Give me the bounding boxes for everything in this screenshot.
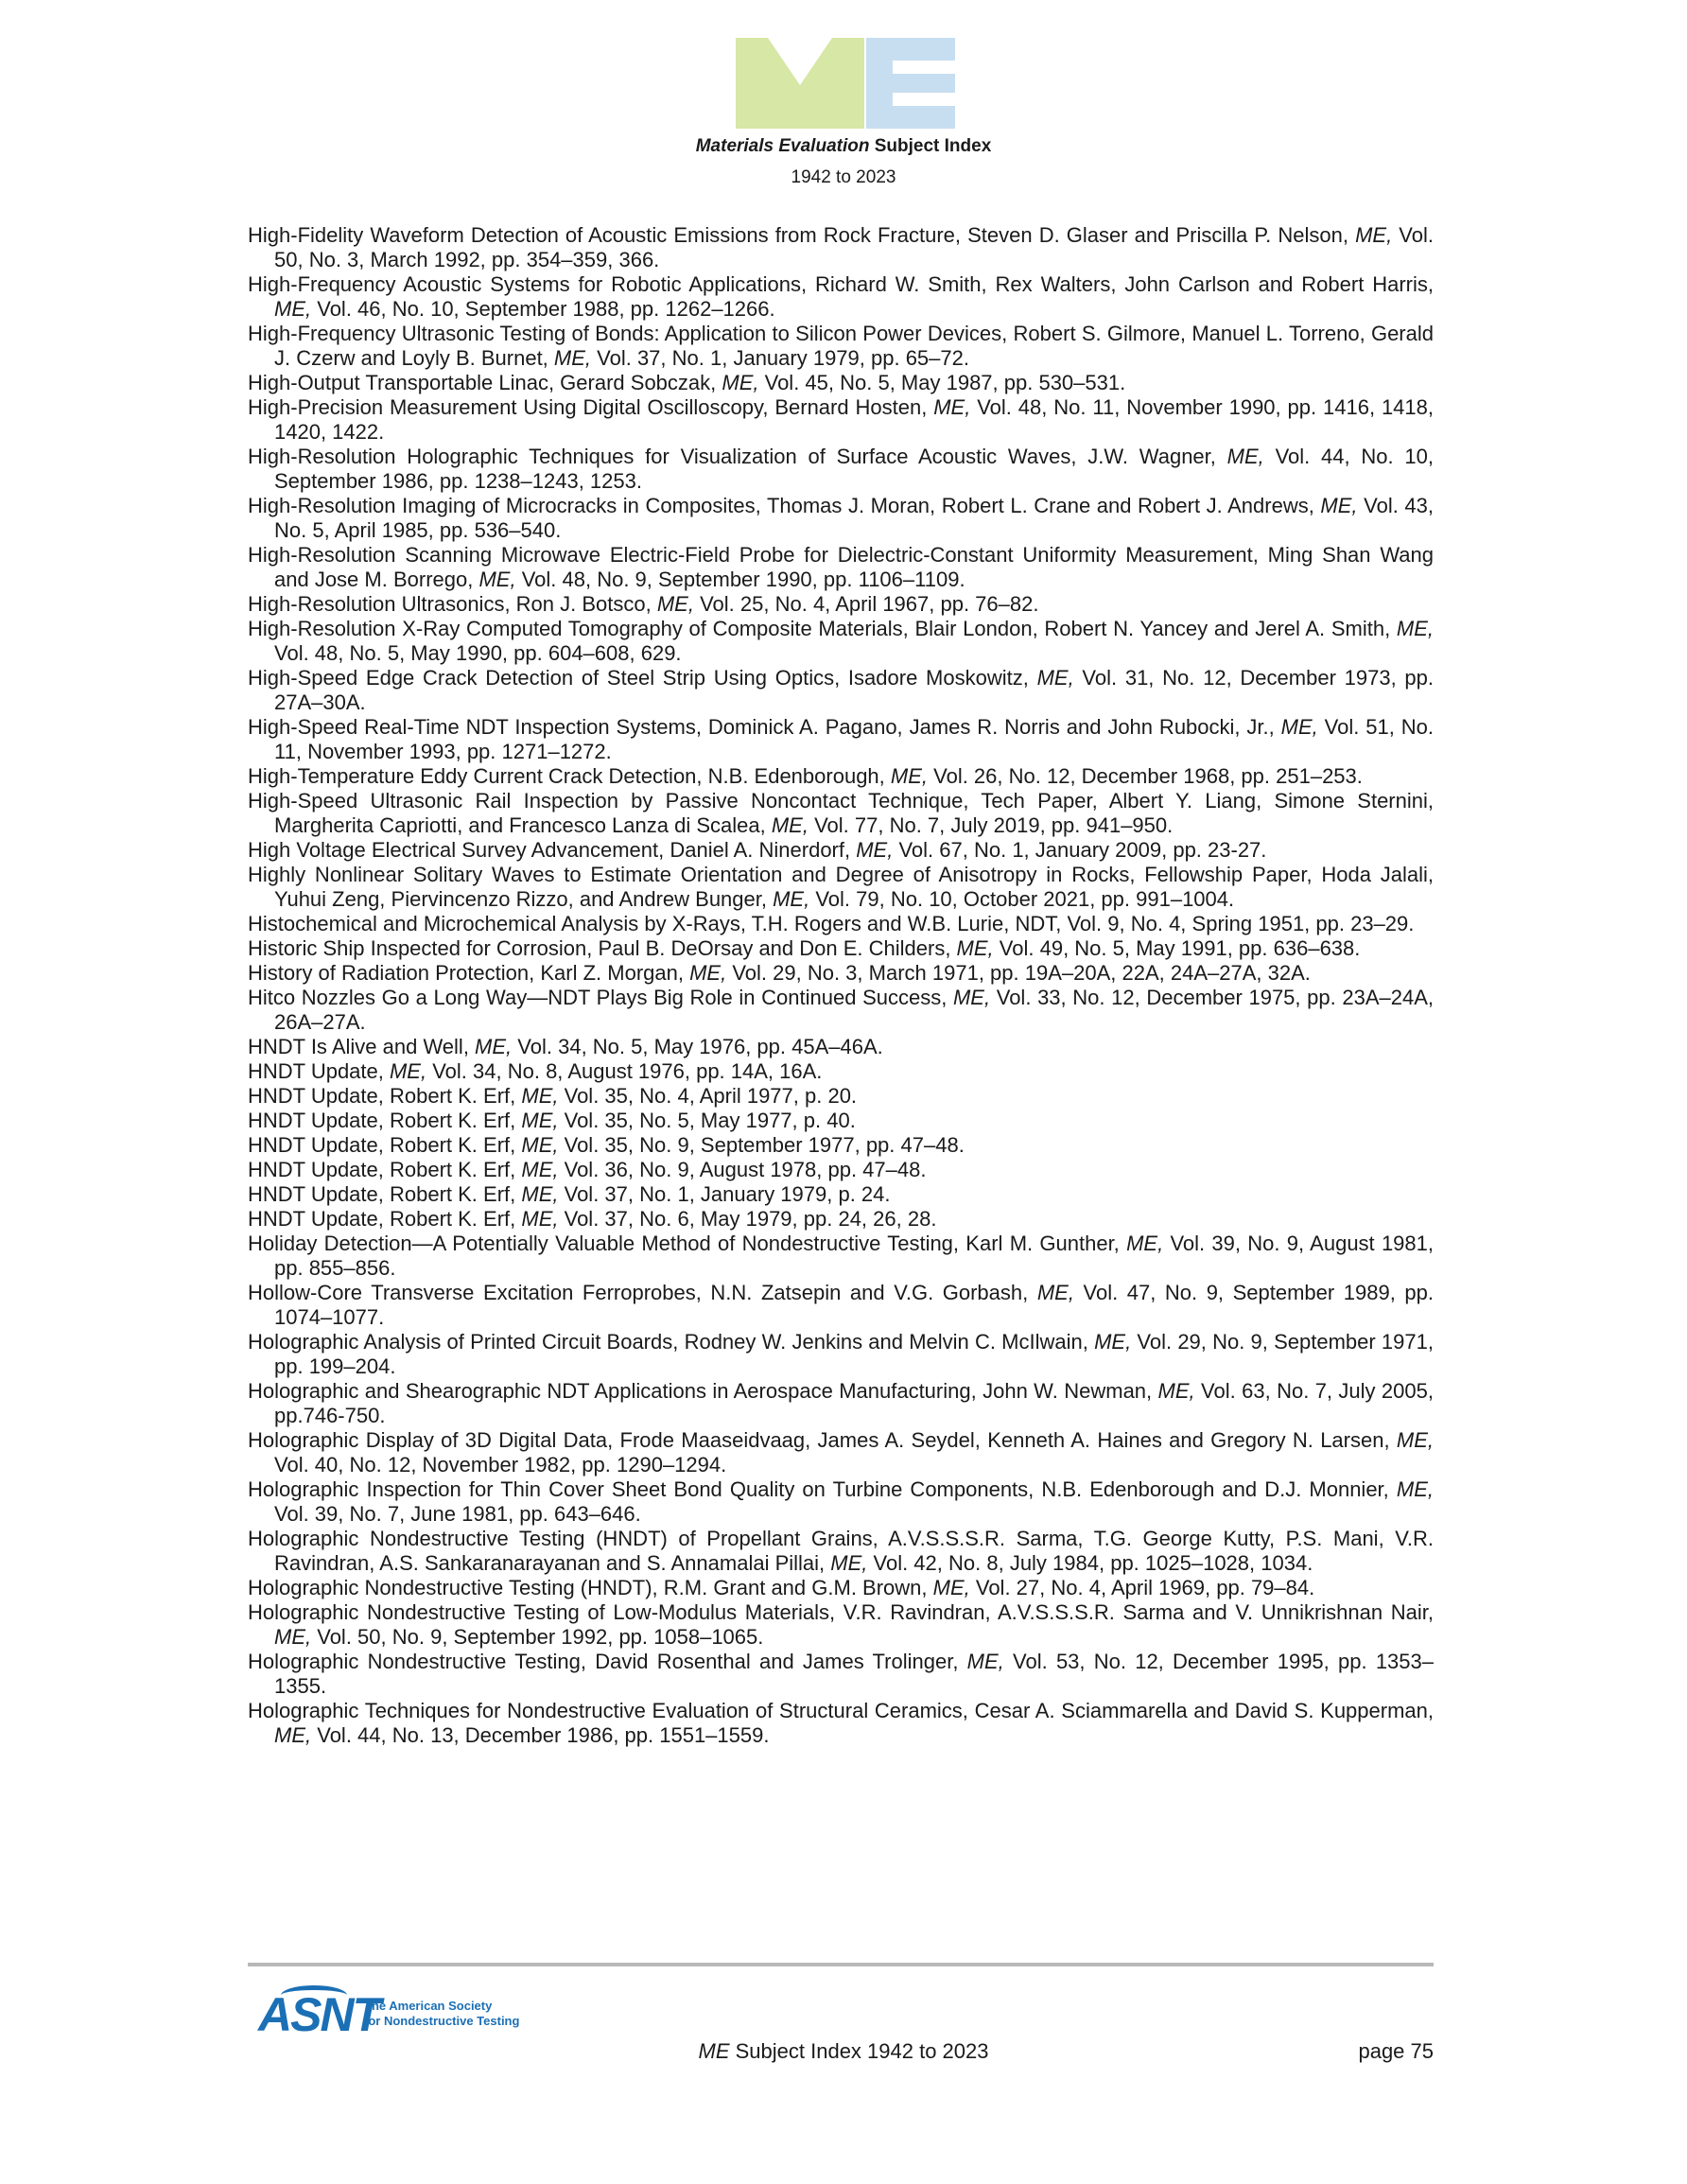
- index-entry: Highly Nonlinear Solitary Waves to Estimate Orientation and Degree of Anisotropy in Rocks, Fellowship Paper, Hoda Jalali, Yuhui Zeng, Piervincenzo Rizzo, and Andrew Bunger, ME, Vol. 79, No. 10, October 2021, pp. 991–1004.: [248, 863, 1434, 911]
- index-entry: Holographic Display of 3D Digital Data, Frode Maaseidvaag, James A. Seydel, Kenneth A. Haines and Gregory N. Larsen, ME, Vol. 40, No. 12, November 1982, pp. 1290–1294.: [248, 1428, 1434, 1476]
- index-entry: High-Resolution Holographic Techniques for Visualization of Surface Acoustic Waves, J.W. Wagner, ME, Vol. 44, No. 10, September 1986, pp. 1238–1243, 1253.: [248, 445, 1434, 493]
- index-entry: Holographic Nondestructive Testing (HNDT), R.M. Grant and G.M. Brown, ME, Vol. 27, No. 4, April 1969, pp. 79–84.: [248, 1576, 1315, 1599]
- index-entry: HNDT Update, Robert K. Erf, ME, Vol. 36, No. 9, August 1978, pp. 47–48.: [248, 1158, 927, 1181]
- index-entry: HNDT Update, Robert K. Erf, ME, Vol. 35, No. 9, September 1977, pp. 47–48.: [248, 1133, 965, 1157]
- index-entry: Holographic Inspection for Thin Cover Sheet Bond Quality on Turbine Components, N.B. Edenborough and D.J. Monnier, ME, Vol. 39, No. 7, June 1981, pp. 643–646.: [248, 1477, 1434, 1526]
- index-entry: Historic Ship Inspected for Corrosion, Paul B. DeOrsay and Don E. Childers, ME, Vol. 49, No. 5, May 1991, pp. 636–638.: [248, 936, 1361, 960]
- index-entry: High-Speed Edge Crack Detection of Steel Strip Using Optics, Isadore Moskowitz, ME, Vol. 31, No. 12, December 1973, pp. 27A–30A.: [248, 666, 1434, 714]
- index-entry: High-Output Transportable Linac, Gerard Sobczak, ME, Vol. 45, No. 5, May 1987, pp. 530–531.: [248, 371, 1126, 394]
- footer-divider: [248, 1963, 1434, 1966]
- index-entry: High-Temperature Eddy Current Crack Detection, N.B. Edenborough, ME, Vol. 26, No. 12, December 1968, pp. 251–253.: [248, 764, 1363, 788]
- footer-title: ME Subject Index 1942 to 2023: [698, 2039, 989, 2063]
- me-logo-e-shape: [866, 38, 955, 129]
- index-entry: HNDT Is Alive and Well, ME, Vol. 34, No. 5, May 1976, pp. 45A–46A.: [248, 1035, 883, 1058]
- index-entry: High-Frequency Acoustic Systems for Robotic Applications, Richard W. Smith, Rex Walters, John Carlson and Robert Harris, ME, Vol. 46, No. 10, September 1988, pp. 1262–1266.: [248, 272, 1434, 321]
- index-entry: Histochemical and Microchemical Analysis by X-Rays, T.H. Rogers and W.B. Lurie, NDT, Vol. 9, No. 4, Spring 1951, pp. 23–29.: [248, 912, 1415, 935]
- index-entry: HNDT Update, Robert K. Erf, ME, Vol. 37, No. 1, January 1979, p. 24.: [248, 1182, 891, 1206]
- index-entry: Hollow-Core Transverse Excitation Ferroprobes, N.N. Zatsepin and V.G. Gorbash, ME, Vol. 47, No. 9, September 1989, pp. 1074–1077.: [248, 1281, 1434, 1329]
- index-entry: HNDT Update, Robert K. Erf, ME, Vol. 37, No. 6, May 1979, pp. 24, 26, 28.: [248, 1207, 937, 1231]
- index-entry: History of Radiation Protection, Karl Z. Morgan, ME, Vol. 29, No. 3, March 1971, pp. 19A–20A, 22A, 24A–27A, 32A.: [248, 961, 1311, 985]
- index-entry: High-Precision Measurement Using Digital Oscilloscopy, Bernard Hosten, ME, Vol. 48, No. 11, November 1990, pp. 1416, 1418, 1420, 1422.: [248, 395, 1434, 444]
- index-entry: HNDT Update, Robert K. Erf, ME, Vol. 35, No. 5, May 1977, p. 40.: [248, 1109, 856, 1132]
- asnt-logo: ASNT The American Society for Nondestructive Testing: [258, 1983, 523, 2050]
- index-entry: Holographic Nondestructive Testing (HNDT) of Propellant Grains, A.V.S.S.S.R. Sarma, T.G. George Kutty, P.S. Mani, V.R. Ravindran, A.S. Sankaranarayanan and S. Annamalai Pillai, ME, Vol. 42, No. 8, July 1984, pp. 1025–1028, 1034.: [248, 1527, 1434, 1575]
- page-subtitle: 1942 to 2023: [791, 167, 896, 187]
- index-entry: High-Frequency Ultrasonic Testing of Bonds: Application to Silicon Power Devices, Robert S. Gilmore, Manuel L. Torreno, Gerald J. Czerw and Loyly B. Burnet, ME, Vol. 37, No. 1, January 1979, pp. 65–72.: [248, 322, 1434, 370]
- page-number: page 75: [1358, 2039, 1434, 2063]
- index-entry: HNDT Update, ME, Vol. 34, No. 8, August 1976, pp. 14A, 16A.: [248, 1059, 823, 1083]
- index-entry: High-Resolution X-Ray Computed Tomography of Composite Materials, Blair London, Robert N. Yancey and Jerel A. Smith, ME, Vol. 48, No. 5, May 1990, pp. 604–608, 629.: [248, 617, 1434, 665]
- index-entry: High Voltage Electrical Survey Advancement, Daniel A. Ninerdorf, ME, Vol. 67, No. 1, January 2009, pp. 23-27.: [248, 838, 1267, 862]
- index-entry: Holographic Techniques for Nondestructive Evaluation of Structural Ceramics, Cesar A. Sciammarella and David S. Kupperman, ME, Vol. 44, No. 13, December 1986, pp. 1551–1559.: [248, 1699, 1434, 1747]
- index-entry: High-Speed Real-Time NDT Inspection Systems, Dominick A. Pagano, James R. Norris and John Rubocki, Jr., ME, Vol. 51, No. 11, November 1993, pp. 1271–1272.: [248, 715, 1434, 763]
- index-entry: Holographic Nondestructive Testing of Low-Modulus Materials, V.R. Ravindran, A.V.S.S.S.R. Sarma and V. Unnikrishnan Nair, ME, Vol. 50, No. 9, September 1992, pp. 1058–1065.: [248, 1600, 1434, 1649]
- index-entry: High-Fidelity Waveform Detection of Acoustic Emissions from Rock Fracture, Steven D. Glaser and Priscilla P. Nelson, ME, Vol. 50, No. 3, March 1992, pp. 354–359, 366.: [248, 223, 1434, 271]
- me-logo-m-shape: [736, 38, 864, 129]
- index-entry: Holographic Nondestructive Testing, David Rosenthal and James Trolinger, ME, Vol. 53, No. 12, December 1995, pp. 1353–1355.: [248, 1650, 1434, 1698]
- index-entry: Holographic and Shearographic NDT Applications in Aerospace Manufacturing, John W. Newman, ME, Vol. 63, No. 7, July 2005, pp.746-750.: [248, 1379, 1434, 1427]
- index-entry-list: [248, 223, 1434, 1748]
- index-entry: High-Speed Ultrasonic Rail Inspection by Passive Noncontact Technique, Tech Paper, Albert Y. Liang, Simone Sternini, Margherita Capriotti, and Francesco Lanza di Scalea, ME, Vol. 77, No. 7, July 2019, pp. 941–950.: [248, 789, 1434, 837]
- index-entry: High-Resolution Scanning Microwave Electric-Field Probe for Dielectric-Constant Uniformity Measurement, Ming Shan Wang and Jose M. Borrego, ME, Vol. 48, No. 9, September 1990, pp. 1106–1109.: [248, 543, 1434, 591]
- me-logo: [736, 38, 955, 129]
- page-title: Materials Evaluation Subject Index: [695, 136, 992, 156]
- index-entry: Holiday Detection—A Potentially Valuable Method of Nondestructive Testing, Karl M. Gunther, ME, Vol. 39, No. 9, August 1981, pp. 855–856.: [248, 1232, 1434, 1280]
- index-entry: High-Resolution Ultrasonics, Ron J. Botsco, ME, Vol. 25, No. 4, April 1967, pp. 76–82.: [248, 592, 1039, 616]
- index-entry: High-Resolution Imaging of Microcracks in Composites, Thomas J. Moran, Robert L. Crane and Robert J. Andrews, ME, Vol. 43, No. 5, April 1985, pp. 536–540.: [248, 494, 1434, 542]
- index-entry: Hitco Nozzles Go a Long Way—NDT Plays Big Role in Continued Success, ME, Vol. 33, No. 12, December 1975, pp. 23A–24A, 26A–27A.: [248, 986, 1435, 1034]
- index-entry: HNDT Update, Robert K. Erf, ME, Vol. 35, No. 4, April 1977, p. 20.: [248, 1084, 858, 1108]
- index-entry: Holographic Analysis of Printed Circuit Boards, Rodney W. Jenkins and Melvin C. McIlwain, ME, Vol. 29, No. 9, September 1971, pp. 199–204.: [248, 1330, 1434, 1378]
